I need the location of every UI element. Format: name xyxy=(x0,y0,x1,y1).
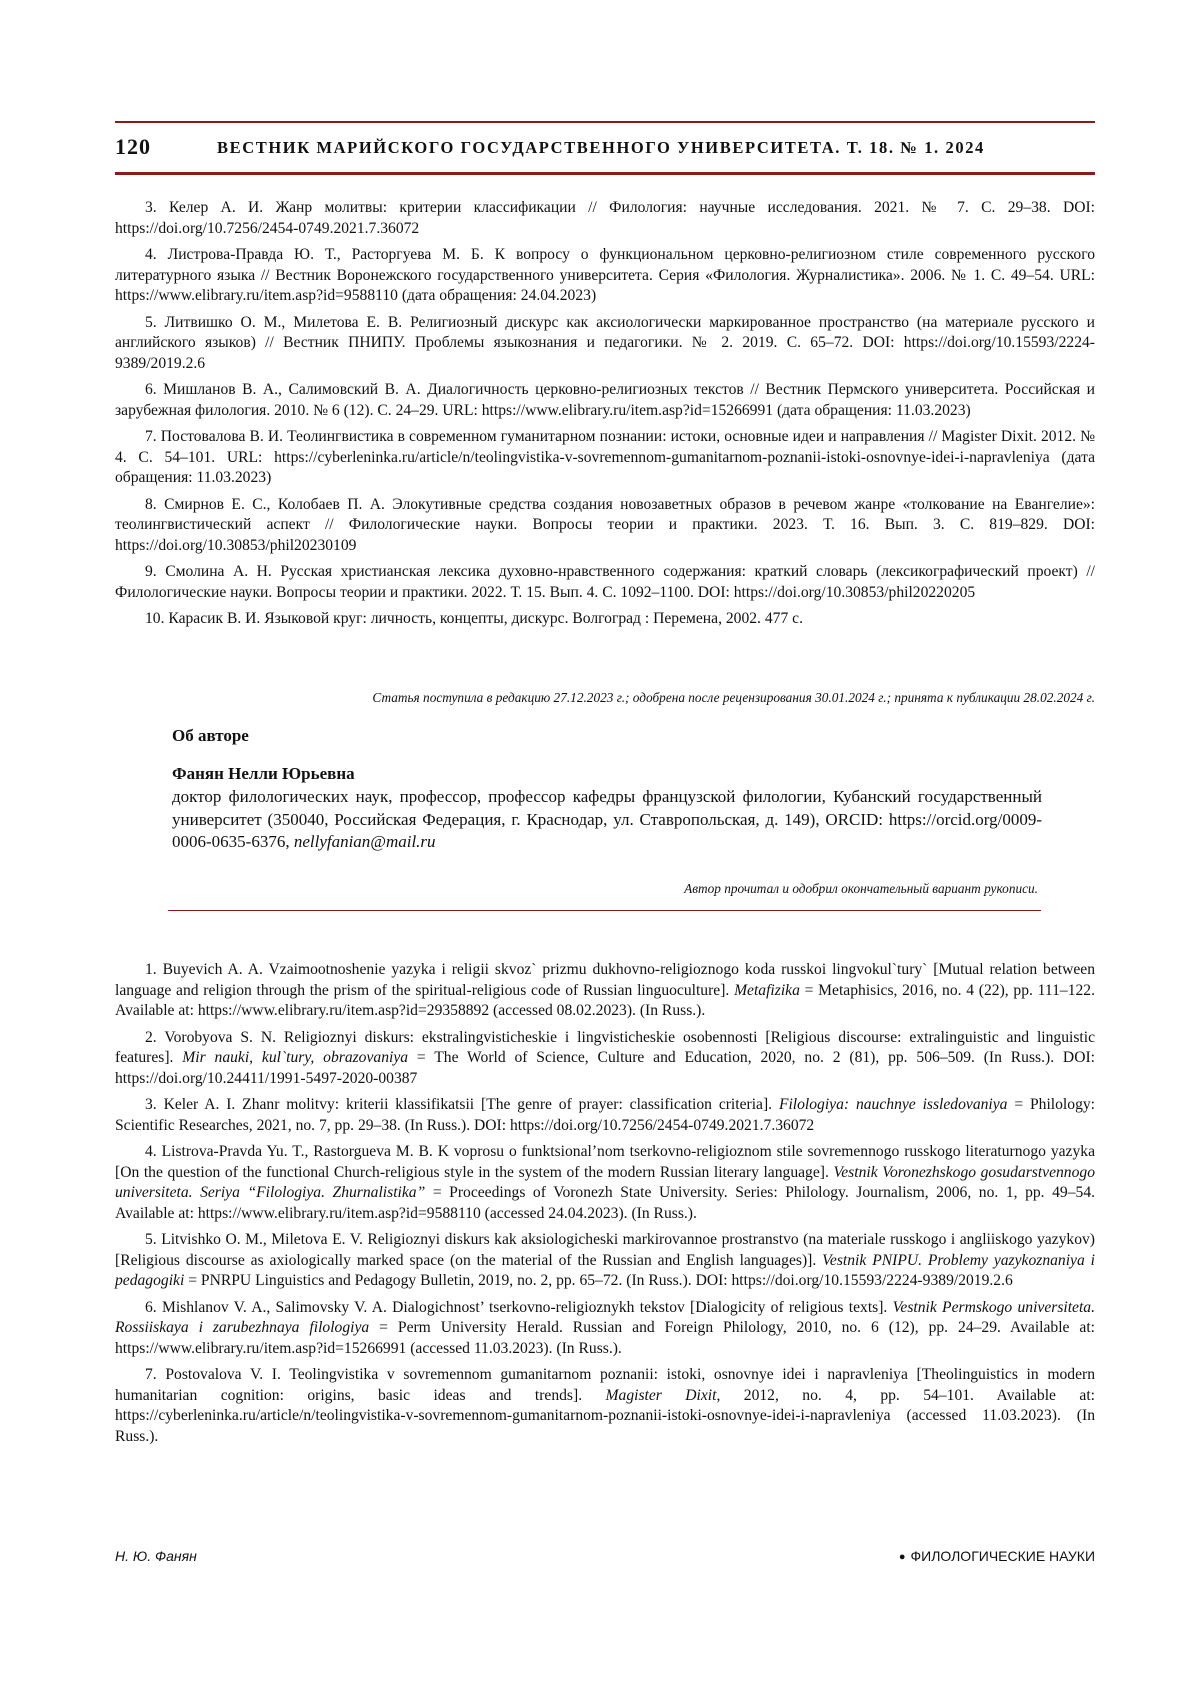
reference-source: Vestnik Voronezhskogo gosudarstvennogo universiteta. Seriya “Filologiya. Zhurnalistika” xyxy=(115,1163,1095,1201)
page xyxy=(115,0,1095,1697)
reference-tail: , 2012, no. 4, pp. 54–101. Available at: https://cyberleninka.ru/article/n/teolingvistika-v-sovremennom-gumanitarnom-poznanii-istoki-osnovnye-idei-i-napravleniya (accessed 11.03.2023). (In Russ.). xyxy=(115,1386,1095,1445)
received-note: Статья поступила в редакцию 27.12.2023 г.; одобрена после рецензирования 30.01.2024 г.; принята к публикации 28.02.2024 г. xyxy=(372,690,1095,705)
reference-item: 3. Келер А. И. Жанр молитвы: критерии классификации // Филология: научные исследования. 2021. № 7. С. 29–38. DOI: https://doi.org/10.7256/2454-0749.2021.7.36072 xyxy=(115,199,1095,237)
reference-head: 6. Mishlanov V. A., Salimovsky V. A. Dialogichnost’ tserkovno-religioznykh tekstov [Dialogicity of religious texts]. xyxy=(145,1298,888,1316)
reference-tail: = Proceedings of Voronezh State University. Series: Philology. Journalism, 2006, no. 1, pp. 49–54. Available at: https://www.elibrary.ru/item.asp?id=9588110 (accessed 24.04.2023). (In Russ.). xyxy=(115,1184,1096,1222)
author-section-title: Об авторе xyxy=(172,726,249,745)
references-english xyxy=(115,960,1095,1453)
reference-tail: = The World of Science, Culture and Education, 2020, no. 2 (81), pp. 506–509. (In Russ.). DOI: https://doi.org/10.24411/1991-5497-2020-00387 xyxy=(115,1049,1095,1087)
reference-source: Magister Dixit xyxy=(605,1386,717,1404)
author-description xyxy=(172,786,1042,854)
reference-head: 1. Buyevich A. A. Vzaimootnoshenie yazyka i religii skvoz` prizmu dukhovno-religioznogo koda russkoi lingvokul`tury` [Mutual relation between language and religion through the prism of the spiritual-religious code of Russian linguoculture]. xyxy=(115,961,1095,999)
reference-item: 8. Смирнов Е. С., Колобаев П. А. Элокутивные средства создания новозаветных образов в речевом жанре «толкование на Евангелие»: теолингвистический аспект // Филологические науки. Вопросы теории и практики. 2023. Т. 16. Вып. 3. С. 819–829. DOI: https://doi.org/10.30853/phil20230109 xyxy=(115,495,1095,554)
reference-item xyxy=(115,1028,1095,1090)
author-email[interactable]: nellyfanian@mail.ru xyxy=(293,832,436,851)
reference-item: 9. Смолина А. Н. Русская христианская лексика духовно-нравственного содержания: краткий словарь (лексикографический проект) // Филологические науки. Вопросы теории и практики. 2022. Т. 15. Вып. 4. С. 1092–1100. DOI: https://doi.org/10.30853/phil20220205 xyxy=(115,563,1095,601)
header-rule-top xyxy=(115,121,1095,123)
header-rule-bottom xyxy=(115,172,1095,175)
reference-item: 5. Литвишко О. М., Милетова Е. В. Религиозный дискурс как аксиологически маркированное пространство (на материале русского и английского языков) // Вестник ПНИПУ. Проблемы языкознания и педагогики. № 2. 2019. С. 65–72. DOI: https://doi.org/10.15593/2224-9389/2019.2.6 xyxy=(115,313,1095,372)
reference-head: 5. Litvishko O. M., Miletova E. V. Religioznyi diskurs kak aksiologicheski markirovannoe prostranstvo (na materiale russkogo i angliiskogo yazykov) [Religious discourse as axiologically marked space (on the material of the Russian and English languages)]. xyxy=(115,1231,1095,1269)
references-russian xyxy=(115,198,1095,636)
journal-title: ВЕСТНИК МАРИЙСКОГО ГОСУДАРСТВЕННОГО УНИВЕРСИТЕТА. Т. 18. № 1. 2024 xyxy=(217,138,985,157)
reference-tail: = Philology: Scientific Researches, 2021, no. 7, pp. 29–38. (In Russ.). DOI: https://doi.org/10.7256/2454-0749.2021.7.36072 xyxy=(115,1096,1095,1134)
reference-source: Metafizika xyxy=(734,981,800,999)
bullet-icon: ● xyxy=(898,1551,906,1563)
reference-head: 7. Postovalova V. I. Teolingvistika v sovremennom gumanitarnom poznanii: istoki, osnovnye idei i napravleniya [Theolinguistics in modern humanitarian cognition: origins, basic ideas and trends]. xyxy=(115,1366,1095,1404)
footer-section-label: ФИЛОЛОГИЧЕСКИЕ НАУКИ xyxy=(910,1548,1095,1564)
reference-tail: = Perm University Herald. Russian and Foreign Philology, 2010, no. 6 (12), pp. 24–29. Available at: https://www.elibrary.ru/item.asp?id=15266991 (accessed 11.03.2023). (In Russ.). xyxy=(115,1319,1095,1357)
reference-tail: = Metaphisics, 2016, no. 4 (22), pp. 111–122. Available at: https://www.elibrary.ru/item.asp?id=29358892 (accessed 08.02.2023). (In Russ.). xyxy=(115,981,1095,1019)
footer-author: Н. Ю. Фанян xyxy=(115,1548,197,1564)
page-number: 120 xyxy=(115,134,151,159)
reference-item xyxy=(115,1142,1095,1224)
author-section xyxy=(172,726,1042,854)
reference-item xyxy=(115,960,1095,1022)
reference-item: 7. Постовалова В. И. Теолингвистика в современном гуманитарном познании: истоки, основные идеи и направления // Magister Dixit. 2012. № 4. С. 54–101. URL: https://cyberleninka.ru/article/n/teolingvistika-v-sovremennom-gumanitarnom-poznanii-istoki-osnovnye-idei-i-napravleniya (дата обращения: 11.03.2023) xyxy=(115,428,1095,486)
reference-head: 2. Vorobyova S. N. Religioznyi diskurs: ekstralingvisticheskie i lingvisticheskie osobennosti [Religious discourse: extralinguistic and linguistic features]. xyxy=(115,1028,1095,1066)
reference-head: 4. Listrova-Pravda Yu. T., Rastorgueva M. B. K voprosu o funktsional’nom tserkovno-religioznom stile sovremennogo russkogo literaturnogo yazyka [On the question of the functional Church-religious style in the system of the modern Russian literary language]. xyxy=(115,1143,1095,1181)
reference-item xyxy=(115,1230,1095,1292)
reference-tail: = PNRPU Linguistics and Pedagogy Bulletin, 2019, no. 2, pp. 65–72. (In Russ.). DOI: https://doi.org/10.15593/2224-9389/2019.2.6 xyxy=(188,1272,1013,1289)
reference-source: Vestnik Permskogo universiteta. Rossiiskaya i zarubezhnaya filologiya xyxy=(115,1298,1095,1336)
reference-item: 4. Листрова-Правда Ю. Т., Расторгуева М. Б. К вопросу о функциональном церковно-религиозном стиле современного русского литературного языка // Вестник Воронежского государственного университета. Серия «Филология. Журналистика». 2006. № 1. С. 49–54. URL: https://www.elibrary.ru/item.asp?id=9588110 (дата обращения: 24.04.2023) xyxy=(115,246,1095,304)
running-footer xyxy=(115,1548,1095,1570)
reference-source: Filologiya: nauchnye issledovaniya xyxy=(778,1096,1008,1113)
reference-item xyxy=(115,1298,1095,1360)
reference-item: 10. Карасик В. И. Языковой круг: личность, концепты, дискурс. Волгоград : Перемена, 2002. 477 с. xyxy=(145,610,803,627)
approved-note: Автор прочитал и одобрил окончательный вариант рукописи. xyxy=(684,881,1038,896)
running-header xyxy=(115,134,1095,164)
reference-source: Vestnik PNIPU. Problemy yazykoznaniya i pedagogiki xyxy=(115,1251,1095,1289)
reference-source: Mir nauki, kul`tury, obrazovaniya xyxy=(182,1049,409,1066)
reference-item xyxy=(115,1365,1095,1447)
reference-item xyxy=(115,1095,1095,1136)
footer-section xyxy=(899,1548,1095,1564)
section-divider xyxy=(168,910,1041,911)
reference-item: 6. Мишланов В. А., Салимовский В. А. Диалогичность церковно-религиозных текстов // Вестник Пермского университета. Российская и зарубежная филология. 2010. № 6 (12). С. 24–29. URL: https://www.elibrary.ru/item.asp?id=15266991 (дата обращения: 11.03.2023) xyxy=(115,381,1095,419)
author-affiliation: доктор филологических наук, профессор, профессор кафедры французской филологии, Кубанский государственный университет (350040, Российская Федерация, г. Краснодар, ул. Ставропольская, д. 149), ORCID: https://orcid.org/0009-0006-0635-6376, xyxy=(172,787,1042,851)
reference-head: 3. Keler A. I. Zhanr molitvy: kriterii klassifikatsii [The genre of prayer: classification criteria]. xyxy=(145,1096,773,1113)
author-name: Фанян Нелли Юрьевна xyxy=(172,764,355,783)
